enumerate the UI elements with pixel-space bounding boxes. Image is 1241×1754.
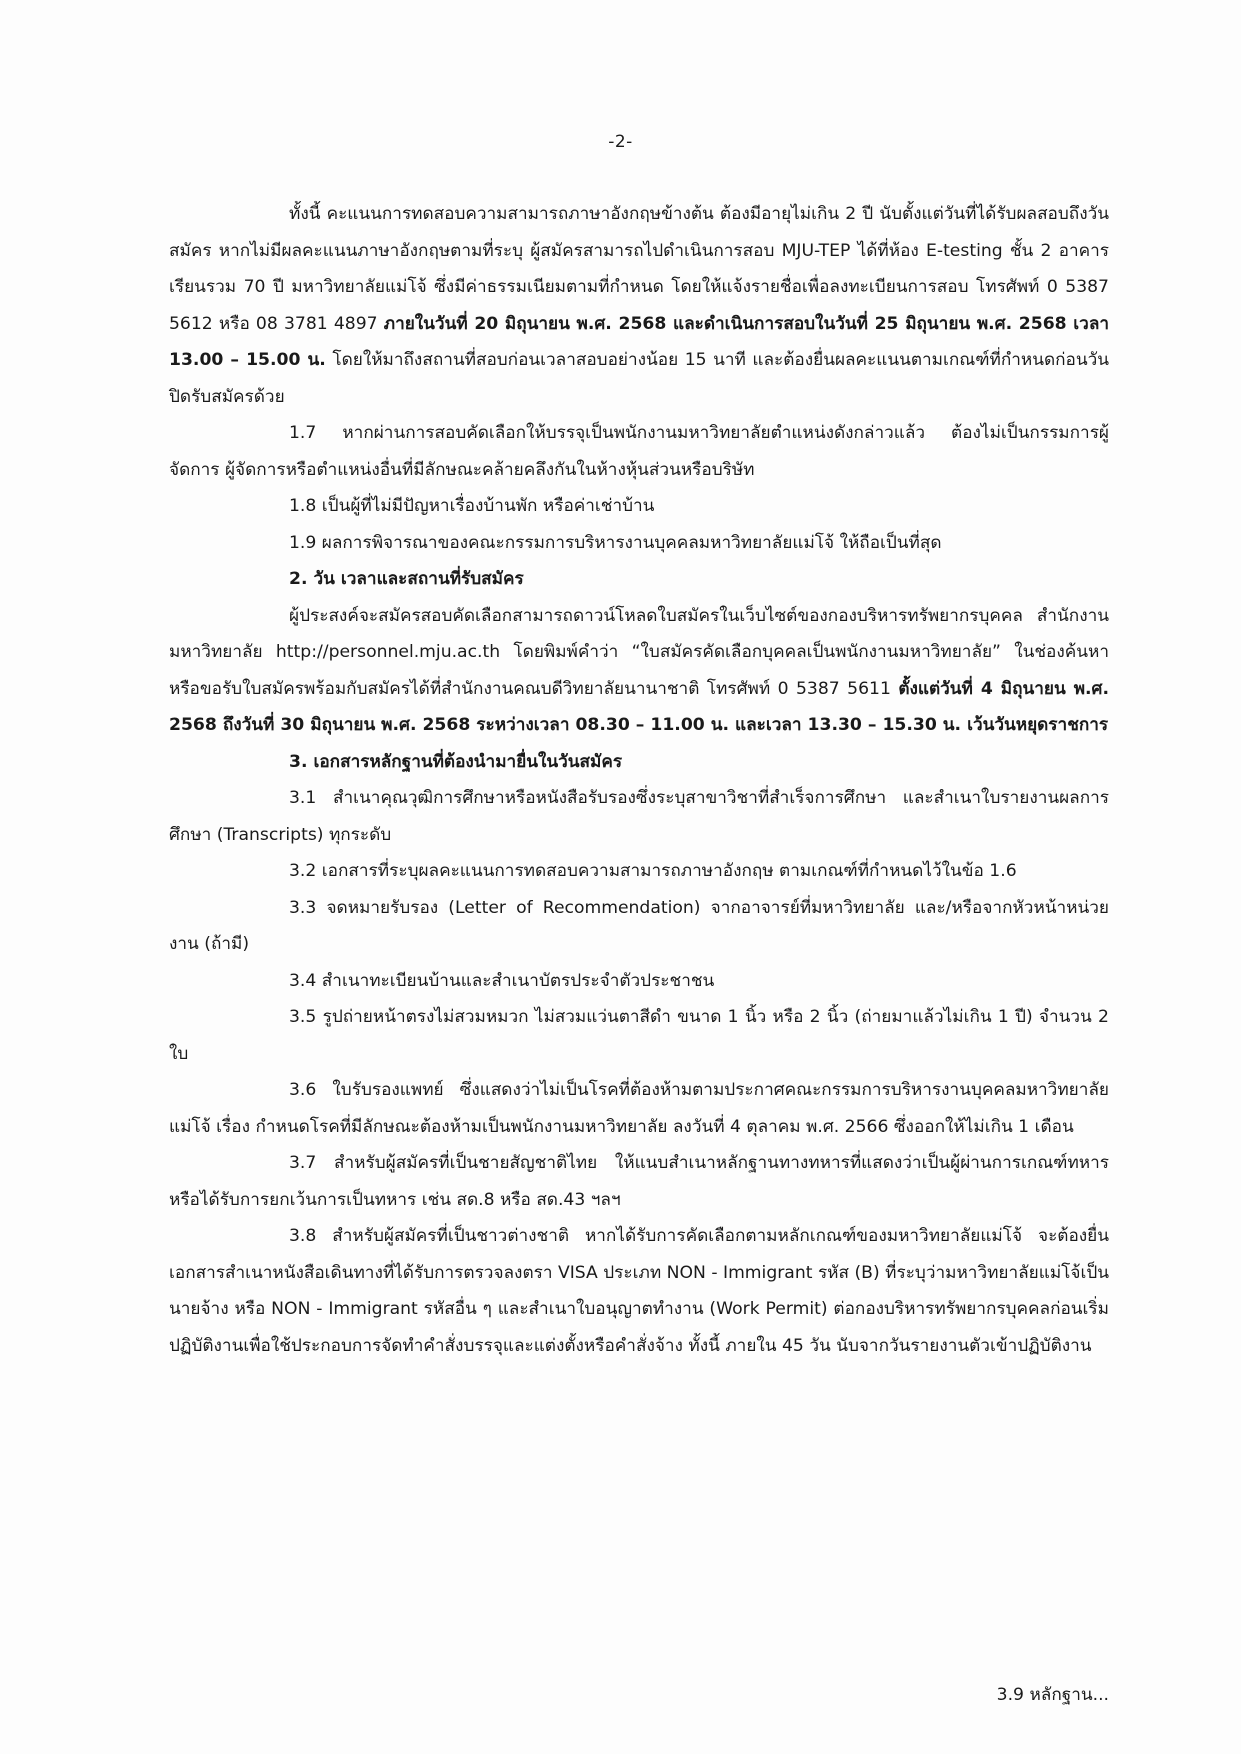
list-item-1-8: 1.8 เป็นผู้ที่ไม่มีปัญหาเรื่องบ้านพัก หรือค่าเช่าบ้าน [289, 496, 655, 516]
continuation-marker: 3.9 หลักฐาน... [996, 1685, 1109, 1705]
registration-deadline-text: ภายในวันที่ 20 มิถุนายน พ.ศ. 2568 และดำเนินการสอบในวันที่ 25 มิถุนายน พ.ศ. 2568 เวลา 13.00 – 15.00 น. [169, 313, 1109, 370]
paragraph-english-test [169, 196, 1109, 415]
paragraph-text: ทั้งนี้ คะแนนการทดสอบความสามารถภาษาอังกฤษข้างต้น ต้องมีอายุไม่เกิน 2 ปี นับตั้งแต่วันที่ได้รับผลสอบถึงวันสมัคร หากไม่มีผลคะแนนภาษาอังกฤษตามที่ระบุ ผู้สมัครสามารถไปดำเนินการสอบ MJU-TEP ได้ที่ห้อง E-testing ชั้น 2 อาคารเรียนรวม 70 ปี มหาวิทยาลัยแม่โจ้ ซึ่งมีค่าธรรมเนียมตามที่กำหนด โดยให้แจ้งรายชื่อเพื่อลงทะเบียนการสอบ โทรศัพท์ 0 5387 5612 หรือ 08 3781 4897 [169, 204, 1109, 334]
section-2-paragraph [169, 598, 1109, 744]
list-item-3-4: 3.4 สำเนาทะเบียนบ้านและสำเนาบัตรประจำตัวประชาชน [289, 970, 715, 991]
document-body [169, 196, 1109, 1364]
list-item-3-1: 3.1 สำเนาคุณวุฒิการศึกษาหรือหนังสือรับรองซึ่งระบุสาขาวิชาที่สำเร็จการศึกษา และสำเนาใบรายงานผลการศึกษา (Transcripts) ทุกระดับ [169, 788, 1109, 845]
section-3-heading: 3. เอกสารหลักฐานที่ต้องนำมายื่นในวันสมัคร [289, 751, 623, 772]
paragraph-text: ผู้ประสงค์จะสมัครสอบคัดเลือกสามารถดาวน์โหลดใบสมัครในเว็บไซต์ของกองบริหารทรัพยากรบุคคล สำนักงานมหาวิทยาลัย http://personnel.mju.ac.th โดยพิมพ์คำว่า “ใบสมัครคัดเลือกบุคคลเป็นพนักงานมหาวิทยาลัย” ในช่องค้นหา หรือขอรับใบสมัครพร้อมกับสมัครได้ที่สำนักงานคณบดีวิทยาลัยนานาชาติ โทรศัพท์ 0 5387 5611 [169, 605, 1109, 699]
application-period-text: ตั้งแต่วันที่ 4 มิถุนายน พ.ศ. 2568 ถึงวันที่ 30 มิถุนายน พ.ศ. 2568 ระหว่างเวลา 08.30 – 11.00 น. และเวลา 13.30 – 15.30 น. เว้นวันหยุดราชการ [169, 678, 1109, 735]
list-item-3-5: 3.5 รูปถ่ายหน้าตรงไม่สวมหมวก ไม่สวมแว่นตาสีดำ ขนาด 1 นิ้ว หรือ 2 นิ้ว (ถ่ายมาแล้วไม่เกิน 1 ปี) จำนวน 2 ใบ [169, 1007, 1109, 1064]
list-item-3-6: 3.6 ใบรับรองแพทย์ ซึ่งแสดงว่าไม่เป็นโรคที่ต้องห้ามตามประกาศคณะกรรมการบริหารงานบุคคลมหาวิทยาลัยแม่โจ้ เรื่อง กำหนดโรคที่มีลักษณะต้องห้ามเป็นพนักงานมหาวิทยาลัย ลงวันที่ 4 ตุลาคม พ.ศ. 2566 ซึ่งออกให้ไม่เกิน 1 เดือน [169, 1080, 1109, 1137]
paragraph-text: โดยให้มาถึงสถานที่สอบก่อนเวลาสอบอย่างน้อย 15 นาที และต้องยื่นผลคะแนนตามเกณฑ์ที่กำหนดก่อนวันปิดรับสมัครด้วย [169, 350, 1109, 407]
list-item-3-8: 3.8 สำหรับผู้สมัครที่เป็นชาวต่างชาติ หากได้รับการคัดเลือกตามหลักเกณฑ์ของมหาวิทยาลัยแม่โจ้ จะต้องยื่นเอกสารสำเนาหนังสือเดินทางที่ได้รับการตรวจลงตรา VISA ประเภท NON - Immigrant รหัส (B) ที่ระบุว่ามหาวิทยาลัยแม่โจ้เป็นนายจ้าง หรือ NON - Immigrant รหัสอื่น ๆ และสำเนาใบอนุญาตทำงาน (Work Permit) ต่อกองบริหารทรัพยากรบุคคลก่อนเริ่มปฏิบัติงานเพื่อใช้ประกอบการจัดทำคำสั่งบรรจุและแต่งตั้งหรือคำสั่งจ้าง ทั้งนี้ ภายใน 45 วัน นับจากวันรายงานตัวเข้าปฏิบัติงาน [169, 1226, 1109, 1356]
list-item-3-3: 3.3 จดหมายรับรอง (Letter of Recommendation) จากอาจารย์ที่มหาวิทยาลัย และ/หรือจากหัวหน้าหน่วยงาน (ถ้ามี) [169, 897, 1109, 954]
section-2-heading: 2. วัน เวลาและสถานที่รับสมัคร [289, 569, 524, 589]
page-number: -2- [608, 132, 633, 152]
list-item-1-9: 1.9 ผลการพิจารณาของคณะกรรมการบริหารงานบุคคลมหาวิทยาลัยแม่โจ้ ให้ถือเป็นที่สุด [289, 532, 942, 553]
list-item-3-2: 3.2 เอกสารที่ระบุผลคะแนนการทดสอบความสามารถภาษาอังกฤษ ตามเกณฑ์ที่กำหนดไว้ในข้อ 1.6 [289, 861, 1017, 881]
list-item-1-7: 1.7 หากผ่านการสอบคัดเลือกให้บรรจุเป็นพนักงานมหาวิทยาลัยตำแหน่งดังกล่าวแล้ว ต้องไม่เป็นกรรมการผู้จัดการ ผู้จัดการหรือตำแหน่งอื่นที่มีลักษณะคล้ายคลึงกันในห้างหุ้นส่วนหรือบริษัท [169, 423, 1109, 480]
list-item-3-7: 3.7 สำหรับผู้สมัครที่เป็นชายสัญชาติไทย ให้แนบสำเนาหลักฐานทางทหารที่แสดงว่าเป็นผู้ผ่านการเกณฑ์ทหาร หรือได้รับการยกเว้นการเป็นทหาร เช่น สด.8 หรือ สด.43 ฯลฯ [169, 1153, 1109, 1210]
